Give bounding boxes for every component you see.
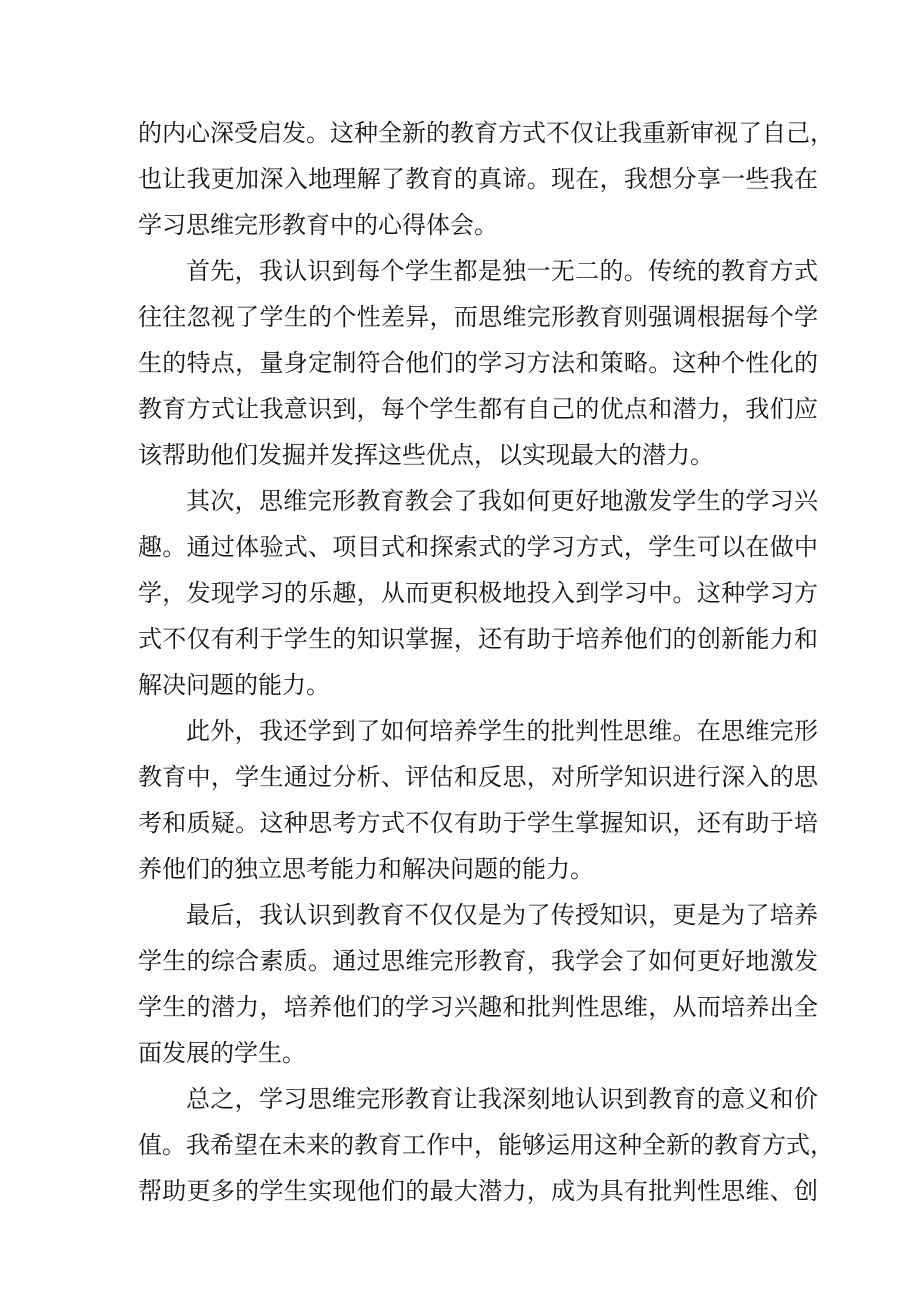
paragraph-line: 式不仅有利于学生的知识掌握，还有助于培养他们的创新能力和 [138, 625, 818, 653]
paragraph-line: 学习思维完形教育中的心得体会。 [138, 211, 498, 239]
document-body [138, 110, 834, 1214]
paragraph-line: 学，发现学习的乐趣，从而更积极地投入到学习中。这种学习方 [138, 579, 818, 607]
paragraph-first-line: 其次，思维完形教育教会了我如何更好地激发学生的学习兴 [186, 487, 818, 515]
paragraph-line: 值。我希望在未来的教育工作中，能够运用这种全新的教育方式， [138, 1131, 834, 1159]
paragraph-line: 学生的综合素质。通过思维完形教育，我学会了如何更好地激发 [138, 947, 818, 975]
paragraph-line: 趣。通过体验式、项目式和探索式的学习方式，学生可以在做中 [138, 533, 818, 561]
paragraph-line: 也让我更加深入地理解了教育的真谛。现在，我想分享一些我在 [138, 165, 818, 193]
paragraph-line: 解决问题的能力。 [138, 671, 330, 699]
paragraph-first-line: 最后，我认识到教育不仅仅是为了传授知识，更是为了培养 [186, 901, 818, 929]
paragraph-line: 教育中，学生通过分析、评估和反思，对所学知识进行深入的思 [138, 763, 818, 791]
paragraph-line: 的内心深受启发。这种全新的教育方式不仅让我重新审视了自己， [138, 119, 834, 147]
paragraph-line: 面发展的学生。 [138, 1039, 306, 1067]
paragraph-first-line: 总之，学习思维完形教育让我深刻地认识到教育的意义和价 [186, 1085, 818, 1113]
paragraph-line: 该帮助他们发掘并发挥这些优点，以实现最大的潜力。 [138, 441, 714, 469]
paragraph-first-line: 首先，我认识到每个学生都是独一无二的。传统的教育方式 [186, 257, 818, 285]
paragraph-line: 教育方式让我意识到，每个学生都有自己的优点和潜力，我们应 [138, 395, 818, 423]
paragraph-line: 考和质疑。这种思考方式不仅有助于学生掌握知识，还有助于培 [138, 809, 818, 837]
paragraph-line: 生的特点，量身定制符合他们的学习方法和策略。这种个性化的 [138, 349, 818, 377]
paragraph-first-line: 此外，我还学到了如何培养学生的批判性思维。在思维完形 [186, 717, 818, 745]
paragraph-line: 往往忽视了学生的个性差异，而思维完形教育则强调根据每个学 [138, 303, 818, 331]
paragraph-line: 学生的潜力，培养他们的学习兴趣和批判性思维，从而培养出全 [138, 993, 818, 1021]
paragraph-line: 养他们的独立思考能力和解决问题的能力。 [138, 855, 594, 883]
paragraph-line: 帮助更多的学生实现他们的最大潜力，成为具有批判性思维、创 [138, 1177, 818, 1205]
